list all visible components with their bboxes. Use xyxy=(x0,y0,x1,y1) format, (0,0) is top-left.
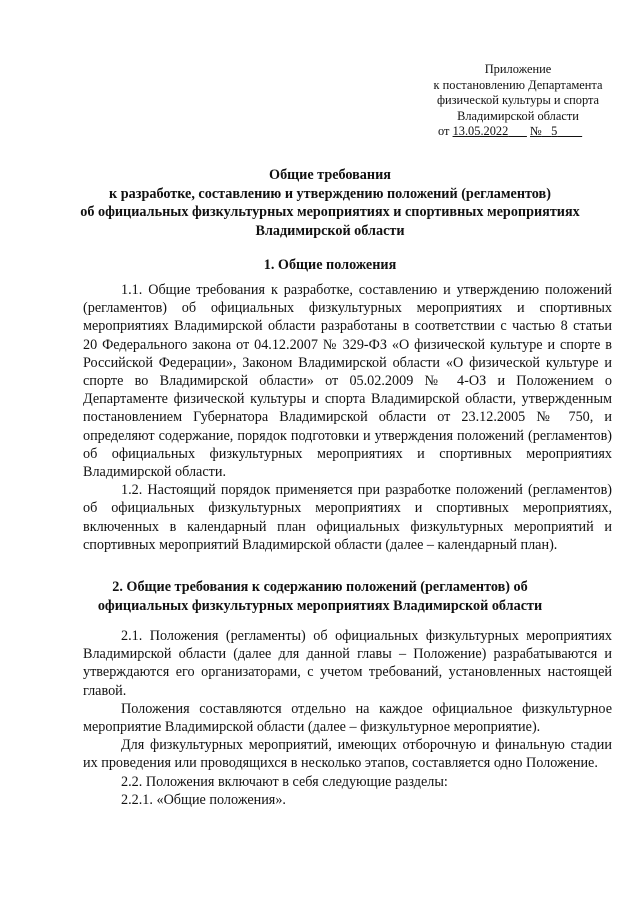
number-field: № 5 xyxy=(530,124,558,139)
section-2-body xyxy=(83,627,612,809)
document-title xyxy=(40,166,620,240)
paragraph: 1.2. Настоящий порядок применяется при разработке положений (регламентов) об официальных физкультурных мероприятиях и спортивных мероприятиях, включенных в календарный план официальных физкультурных мероприятий и спортивных мероприятий Владимирской области (далее – календарный план). xyxy=(83,482,612,553)
paragraph: Положения составляются отдельно на каждое официальное физкультурное мероприятие Владимирской области (далее – физкультурное мероприятие). xyxy=(83,700,612,736)
paragraph: 2.1. Положения (регламенты) об официальных физкультурных мероприятиях Владимирской области (далее для данной главы – Положение) разрабатываются и утверждаются его организаторами, с учетом требований, установленных настоящей главой. xyxy=(83,628,612,699)
section-1-body xyxy=(83,281,612,554)
paragraph: 1.1. Общие требования к разработке, составлению и утверждению положений (регламентов) об официальных физкультурных мероприятиях и спортивных мероприятиях Владимирской области разработаны в соответствии с частью 8 статьи 20 Федерального закона от 04.12.2007 № 329-ФЗ «О физической культуре и спорте в Российской Федерации», Законом Владимирской области «О физической культуре и спорте во Владимирской области» от 05.02.2009 № 4-ОЗ и Положением о Департаменте физической культуры и спорта Владимирской области, утвержденным постановлением Губернатора Владимирской области от 23.12.2005 № 750, и определяют содержание, порядок подготовки и утверждения положений (регламентов) об официальных физкультурных мероприятиях и спортивных мероприятиях Владимирской области. xyxy=(83,282,612,481)
paragraph: Для физкультурных мероприятий, имеющих отборочную и финальную стадии их проведения или проводящихся в несколько этапов, составляется одно Положение. xyxy=(83,737,612,772)
appendix-line: к постановлению Департамента xyxy=(433,77,603,92)
section-1-heading: 1. Общие положения xyxy=(263,257,397,273)
appendix-line: Владимирской области xyxy=(457,108,579,123)
title-line: об официальных физкультурных мероприятиях и спортивных мероприятиях xyxy=(80,204,580,221)
paragraph: 2.2.1. «Общие положения». xyxy=(121,791,286,808)
paragraph: 2.2. Положения включают в себя следующие разделы: xyxy=(121,773,448,790)
appendix-line: физической культуры и спорта xyxy=(436,93,600,108)
date-value: 13.05.2022 xyxy=(452,124,509,139)
title-line: к разработке, составлению и утверждению положений (регламентов) xyxy=(109,185,551,202)
title-line: Общие требования xyxy=(269,167,391,183)
appendix-block xyxy=(418,62,618,140)
appendix-line: Приложение xyxy=(484,62,552,76)
appendix-date-row xyxy=(418,124,618,140)
heading-line: 2. Общие требования к содержанию положений (регламентов) об xyxy=(112,579,528,595)
heading-line: официальных физкультурных мероприятиях Владимирской области xyxy=(97,597,543,614)
title-line: Владимирской области xyxy=(255,222,405,239)
date-prefix: от xyxy=(438,124,450,139)
section-2-heading xyxy=(70,578,570,615)
